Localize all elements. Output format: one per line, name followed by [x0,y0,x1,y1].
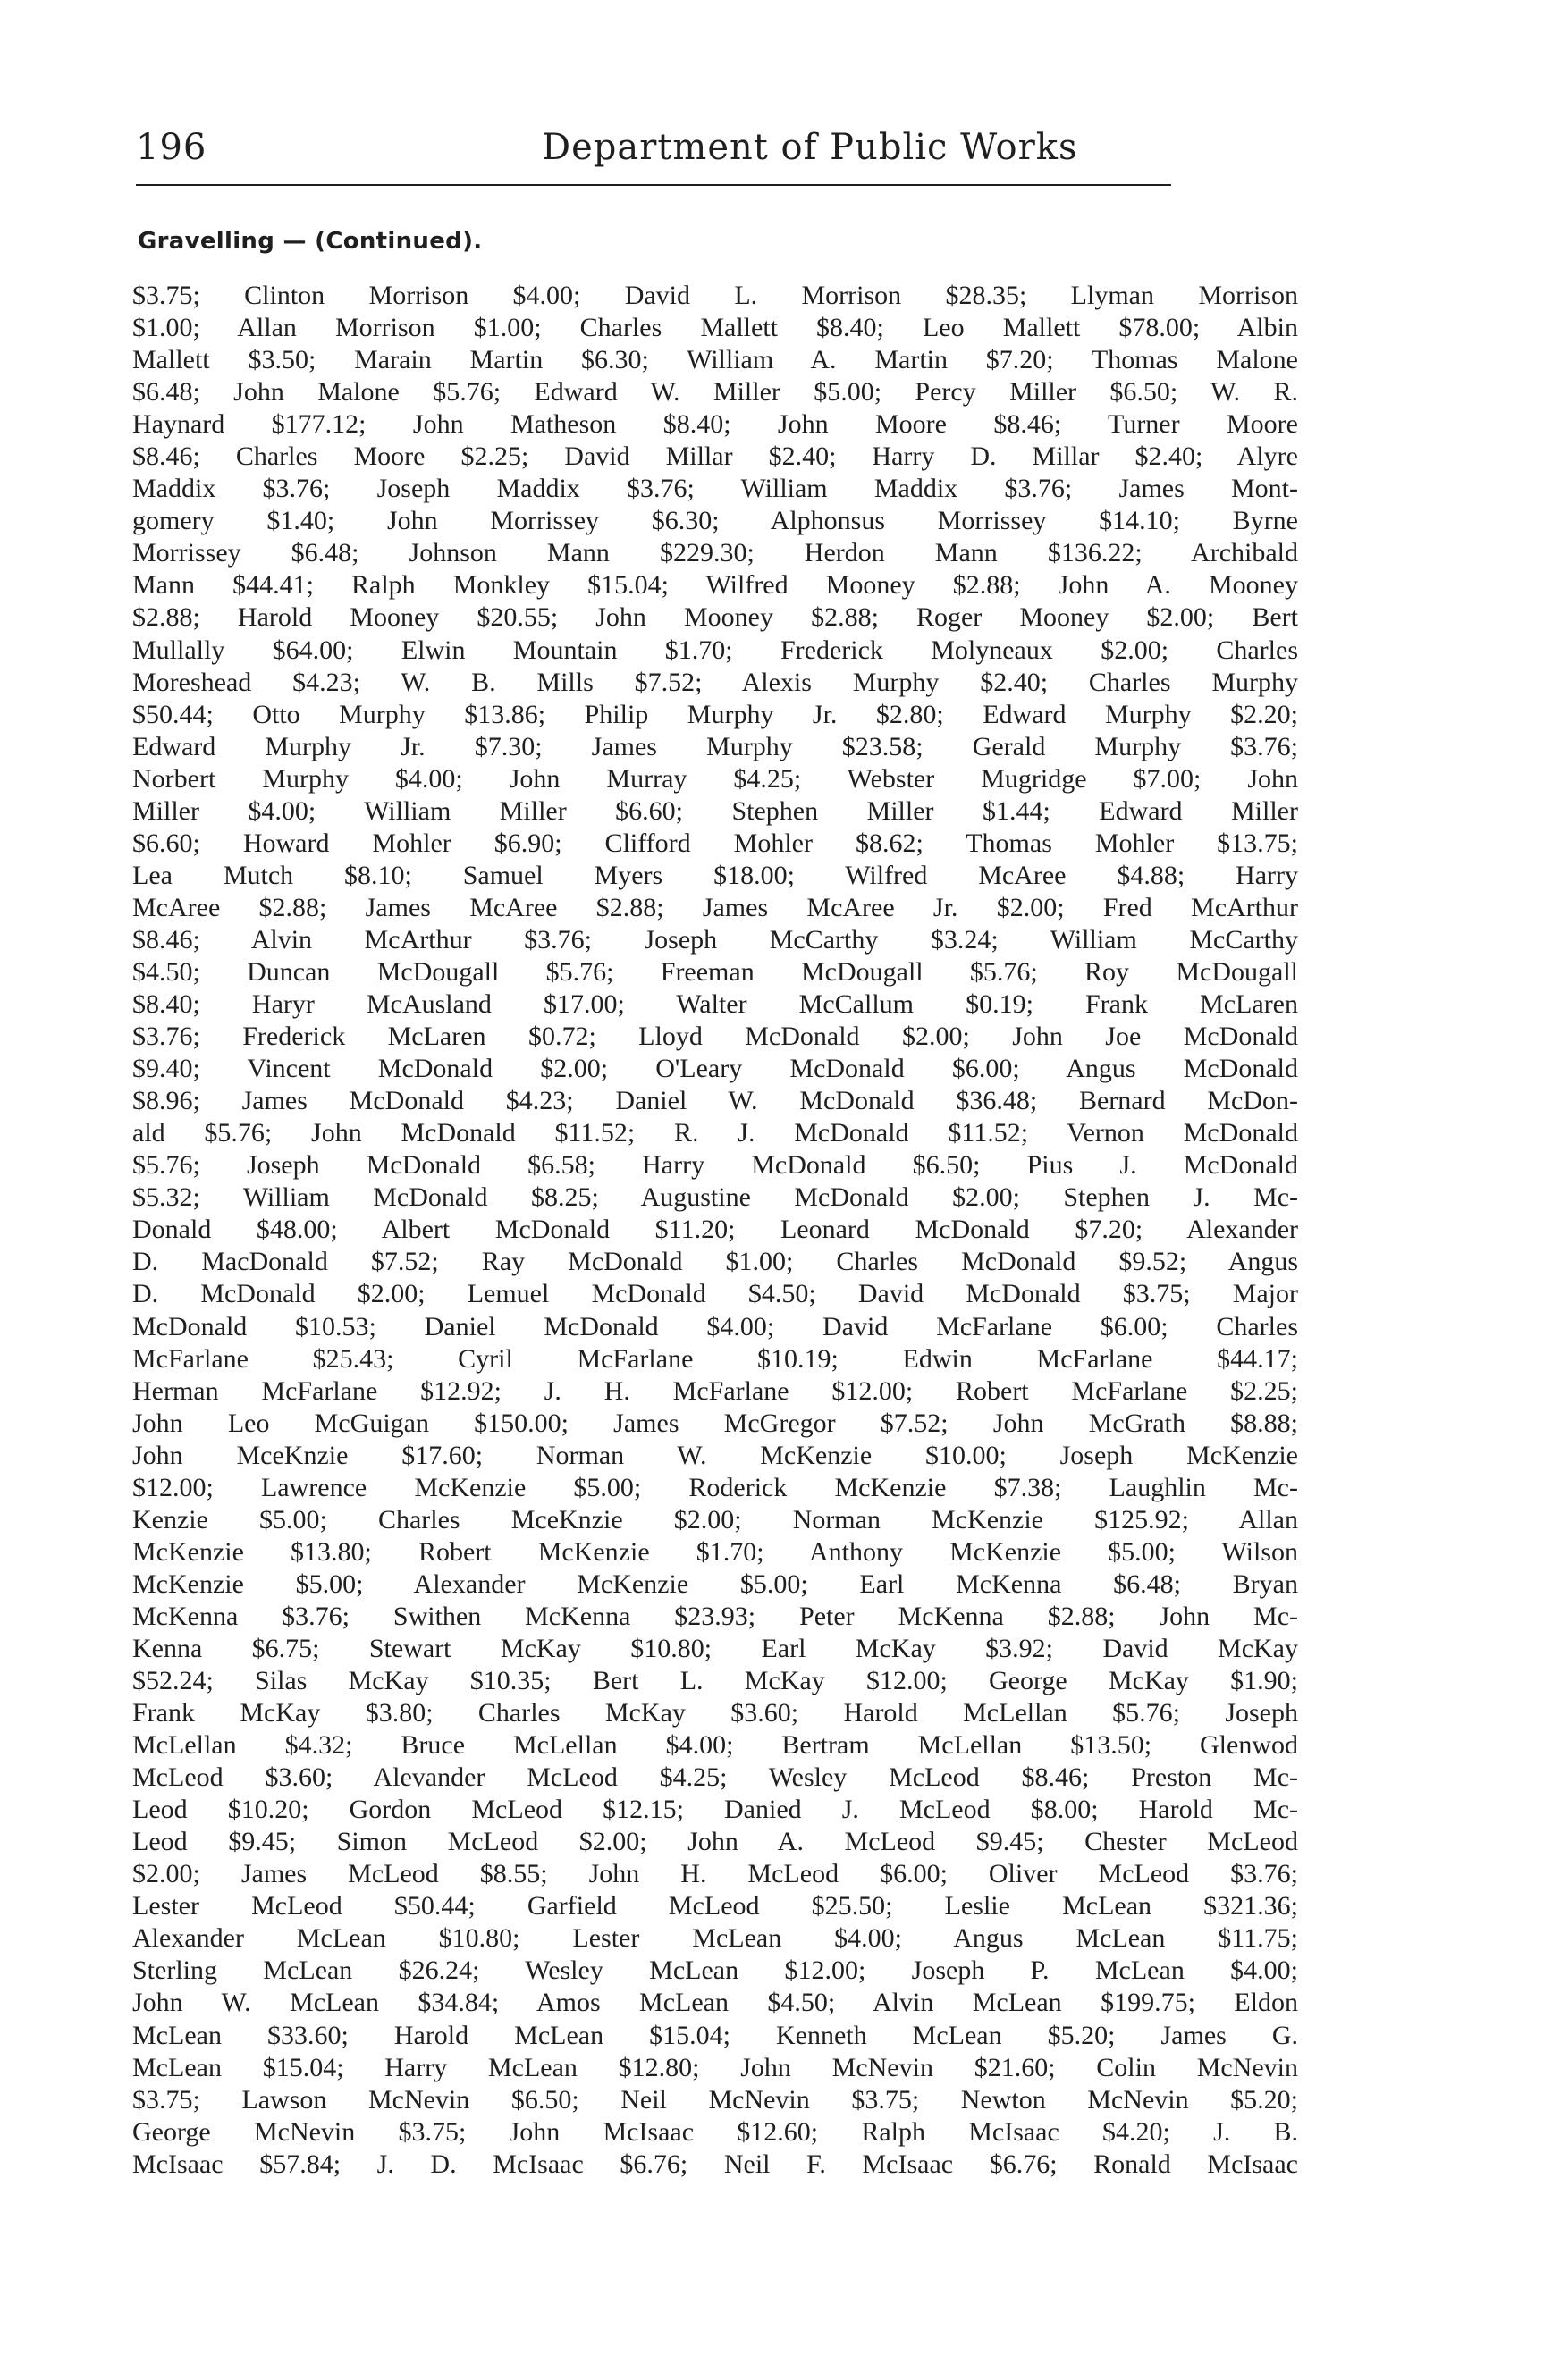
text-line: McDonald $10.53; Daniel McDonald $4.00; David McFarlane $6.00; Charles [132,1311,1298,1341]
text-line: Alexander McLean $10.80; Lester McLean $4.00; Angus McLean $11.75; [132,1923,1298,1954]
text-line: Sterling McLean $26.24; Wesley McLean $12.00; Joseph P. McLean $4.00; [132,1955,1298,1986]
page-number: 196 [136,127,207,168]
payment-entries [132,280,1298,2181]
text-line: Donald $48.00; Albert McDonald $11.20; Leonard McDonald $7.20; Alexander [132,1215,1298,1245]
text-line: Mallett $3.50; Marain Martin $6.30; William A. Martin $7.20; Thomas Malone [132,345,1298,375]
text-line: John MceKnzie $17.60; Norman W. McKenzie $10.00; Joseph McKenzie [132,1440,1298,1470]
text-line: ald $5.76; John McDonald $11.52; R. J. McDonald $11.52; Vernon McDonald [132,1118,1298,1148]
text-line: $12.00; Lawrence McKenzie $5.00; Roderick McKenzie $7.38; Laughlin Mc- [132,1472,1298,1502]
text-line: $9.40; Vincent McDonald $2.00; O'Leary McDonald $6.00; Angus McDonald [132,1054,1298,1084]
text-line: $8.46; Alvin McArthur $3.76; Joseph McCarthy $3.24; William McCarthy [132,924,1298,955]
text-line: McAree $2.88; James McAree $2.88; James McAree Jr. $2.00; Fred McArthur [132,892,1298,922]
text-line: McLean $33.60; Harold McLean $15.04; Kenneth McLean $5.20; James G. [132,2020,1298,2050]
text-line: $52.24; Silas McKay $10.35; Bert L. McKay $12.00; George McKay $1.90; [132,1666,1298,1696]
text-line: $50.44; Otto Murphy $13.86; Philip Murphy Jr. $2.80; Edward Murphy $2.20; [132,699,1298,729]
text-line: $3.75; Lawson McNevin $6.50; Neil McNevin $3.75; Newton McNevin $5.20; [132,2084,1298,2115]
text-line: George McNevin $3.75; John McIsaac $12.60; Ralph McIsaac $4.20; J. B. [132,2116,1298,2147]
text-line: Mann $44.41; Ralph Monkley $15.04; Wilfred Mooney $2.88; John A. Mooney [132,570,1298,601]
text-line: $2.88; Harold Mooney $20.55; John Mooney $2.88; Roger Mooney $2.00; Bert [132,602,1298,633]
text-line: Lea Mutch $8.10; Samuel Myers $18.00; Wilfred McAree $4.88; Harry [132,860,1298,890]
text-line: $4.50; Duncan McDougall $5.76; Freeman McDougall $5.76; Roy McDougall [132,956,1298,987]
text-line: John W. McLean $34.84; Amos McLean $4.50; Alvin McLean $199.75; Eldon [132,1988,1298,2018]
text-line: Leod $10.20; Gordon McLeod $12.15; Danied J. McLeod $8.00; Harold Mc- [132,1795,1298,1825]
text-line: $5.76; Joseph McDonald $6.58; Harry McDonald $6.50; Pius J. McDonald [132,1150,1298,1181]
text-line: John Leo McGuigan $150.00; James McGregor $7.52; John McGrath $8.88; [132,1408,1298,1438]
text-line: Moreshead $4.23; W. B. Mills $7.52; Alexis Murphy $2.40; Charles Murphy [132,667,1298,697]
text-line: $8.46; Charles Moore $2.25; David Millar $2.40; Harry D. Millar $2.40; Alyre [132,442,1298,472]
text-line: McLellan $4.32; Bruce McLellan $4.00; Bertram McLellan $13.50; Glenwod [132,1730,1298,1761]
text-line: Herman McFarlane $12.92; J. H. McFarlane $12.00; Robert McFarlane $2.25; [132,1375,1298,1406]
text-line: McLeod $3.60; Alevander McLeod $4.25; Wesley McLeod $8.46; Preston Mc- [132,1762,1298,1793]
header-rule [136,184,1171,186]
text-line: Leod $9.45; Simon McLeod $2.00; John A. McLeod $9.45; Chester McLeod [132,1827,1298,1857]
text-line: Norbert Murphy $4.00; John Murray $4.25; Webster Mugridge $7.00; John [132,763,1298,794]
text-line: $5.32; William McDonald $8.25; Augustine McDonald $2.00; Stephen J. Mc- [132,1182,1298,1213]
text-line: Kenna $6.75; Stewart McKay $10.80; Earl McKay $3.92; David McKay [132,1633,1298,1663]
section-heading: Gravelling — (Continued). [138,228,483,255]
text-line: McIsaac $57.84; J. D. McIsaac $6.76; Neil F. McIsaac $6.76; Ronald McIsaac [132,2149,1298,2179]
text-line: Miller $4.00; William Miller $6.60; Stephen Miller $1.44; Edward Miller [132,795,1298,826]
text-line: Mullally $64.00; Elwin Mountain $1.70; Frederick Molyneaux $2.00; Charles [132,635,1298,665]
text-line: D. McDonald $2.00; Lemuel McDonald $4.50; David McDonald $3.75; Major [132,1279,1298,1309]
text-line: D. MacDonald $7.52; Ray McDonald $1.00; Charles McDonald $9.52; Angus [132,1247,1298,1277]
text-line: $3.75; Clinton Morrison $4.00; David L. Morrison $28.35; Llyman Morrison [132,281,1298,310]
text-line: gomery $1.40; John Morrissey $6.30; Alphonsus Morrissey $14.10; Byrne [132,506,1298,536]
text-line: $1.00; Allan Morrison $1.00; Charles Mallett $8.40; Leo Mallett $78.00; Albin [132,313,1298,343]
text-line: Lester McLeod $50.44; Garfield McLeod $25.50; Leslie McLean $321.36; [132,1891,1298,1922]
running-head: Department of Public Works [542,127,1078,168]
text-line: McKenzie $13.80; Robert McKenzie $1.70; Anthony McKenzie $5.00; Wilson [132,1536,1298,1567]
text-line: $2.00; James McLeod $8.55; John H. McLeod $6.00; Oliver McLeod $3.76; [132,1859,1298,1889]
text-line: Morrissey $6.48; Johnson Mann $229.30; Herdon Mann $136.22; Archibald [132,538,1298,568]
text-line: $8.96; James McDonald $4.23; Daniel W. McDonald $36.48; Bernard McDon- [132,1086,1298,1116]
text-line: Kenzie $5.00; Charles MceKnzie $2.00; Norman McKenzie $125.92; Allan [132,1504,1298,1535]
text-line: $6.60; Howard Mohler $6.90; Clifford Mohler $8.62; Thomas Mohler $13.75; [132,828,1298,858]
page-header [136,120,1244,182]
text-line: $3.76; Frederick McLaren $0.72; Lloyd McDonald $2.00; John Joe McDonald [132,1022,1298,1052]
text-line: McLean $15.04; Harry McLean $12.80; John McNevin $21.60; Colin McNevin [132,2052,1298,2082]
text-line: Frank McKay $3.80; Charles McKay $3.60; Harold McLellan $5.76; Joseph [132,1698,1298,1728]
text-line: McKenzie $5.00; Alexander McKenzie $5.00; Earl McKenna $6.48; Bryan [132,1568,1298,1599]
text-line: Haynard $177.12; John Matheson $8.40; John Moore $8.46; Turner Moore [132,409,1298,440]
text-line: Edward Murphy Jr. $7.30; James Murphy $23.58; Gerald Murphy $3.76; [132,731,1298,761]
text-line: $8.40; Haryr McAusland $17.00; Walter McCallum $0.19; Frank McLaren [132,989,1298,1020]
text-line: Maddix $3.76; Joseph Maddix $3.76; William Maddix $3.76; James Mont- [132,474,1298,504]
text-line: $6.48; John Malone $5.76; Edward W. Miller $5.00; Percy Miller $6.50; W. R. [132,377,1298,408]
text-line: McFarlane $25.43; Cyril McFarlane $10.19; Edwin McFarlane $44.17; [132,1343,1298,1374]
text-line: McKenna $3.76; Swithen McKenna $23.93; Peter McKenna $2.88; John Mc- [132,1601,1298,1631]
